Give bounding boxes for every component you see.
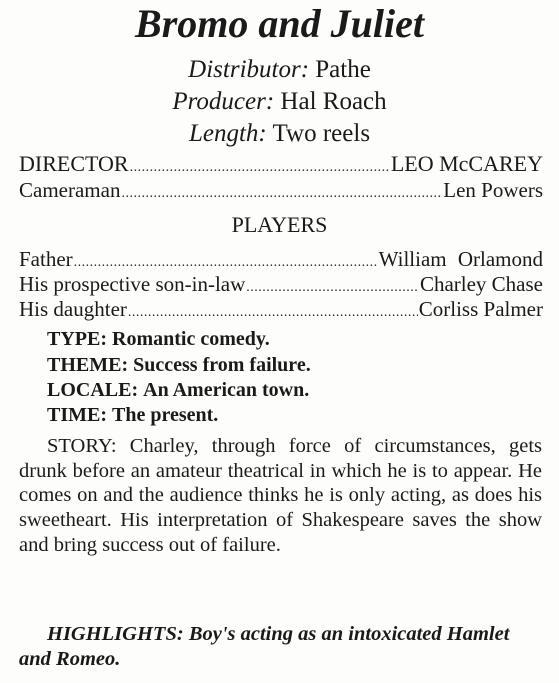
time-value: The present. (112, 404, 219, 426)
dot-leader (130, 151, 390, 180)
type-label: TYPE: (47, 328, 107, 350)
distributor-value: Pathe (315, 56, 371, 83)
cameraman-label: Cameraman (19, 178, 121, 202)
producer-value: Hal Roach (280, 88, 387, 115)
locale-label: LOCALE: (47, 379, 139, 401)
theme-value: Success from failure. (133, 354, 311, 376)
dot-leader (121, 178, 442, 206)
producer-label: Producer: (172, 88, 275, 115)
length-line (0, 118, 559, 150)
highlights-text: Boy's acting as an intoxicated Hamlet and Romeo. (19, 623, 510, 670)
director-label: DIRECTOR (19, 151, 129, 176)
player-name: Corliss Palmer (418, 297, 543, 321)
player-row (19, 272, 543, 300)
distributor-line (0, 54, 559, 86)
locale-value: An American town. (143, 379, 310, 401)
player-name: Charley Chase (419, 272, 543, 296)
story-paragraph (19, 434, 542, 558)
theme-label: THEME: (47, 354, 129, 376)
locale-line (47, 378, 309, 402)
player-role: His prospective son-in-law (19, 272, 246, 296)
length-label: Length: (188, 120, 267, 147)
story-text: Charley, through force of circumstances, gets drunk before an amateur theatrical in which he is to appear. He comes on and the audience thinks he is only acting, as does his sweetheart. His interpretation of Shakespeare saves the show and bring success out of failure. (19, 435, 542, 556)
story-label: STORY: (47, 435, 117, 457)
length-value: Two reels (272, 120, 371, 147)
time-label: TIME: (47, 404, 107, 426)
players-heading: PLAYERS (231, 212, 328, 237)
director-line (19, 151, 543, 180)
player-role: His daughter (19, 297, 127, 321)
theme-line (47, 353, 311, 377)
film-title: Bromo and Juliet (135, 1, 424, 46)
cameraman-name: Len Powers (443, 178, 543, 202)
director-name: LEO McCAREY (390, 151, 543, 176)
type-value: Romantic comedy. (112, 328, 270, 350)
type-line (47, 327, 270, 351)
dot-leader (246, 272, 419, 300)
player-row (19, 247, 543, 275)
player-role: Father (19, 247, 73, 271)
player-row (19, 297, 543, 325)
dot-leader (74, 247, 378, 275)
producer-line (0, 86, 559, 118)
time-line (47, 403, 218, 427)
highlights-label: HIGHLIGHTS: (47, 623, 184, 645)
dot-leader (128, 297, 418, 325)
highlights-paragraph (19, 622, 542, 671)
cameraman-line (19, 178, 543, 206)
player-name: William Orlamond (378, 247, 543, 271)
distributor-label: Distributor: (188, 56, 310, 83)
